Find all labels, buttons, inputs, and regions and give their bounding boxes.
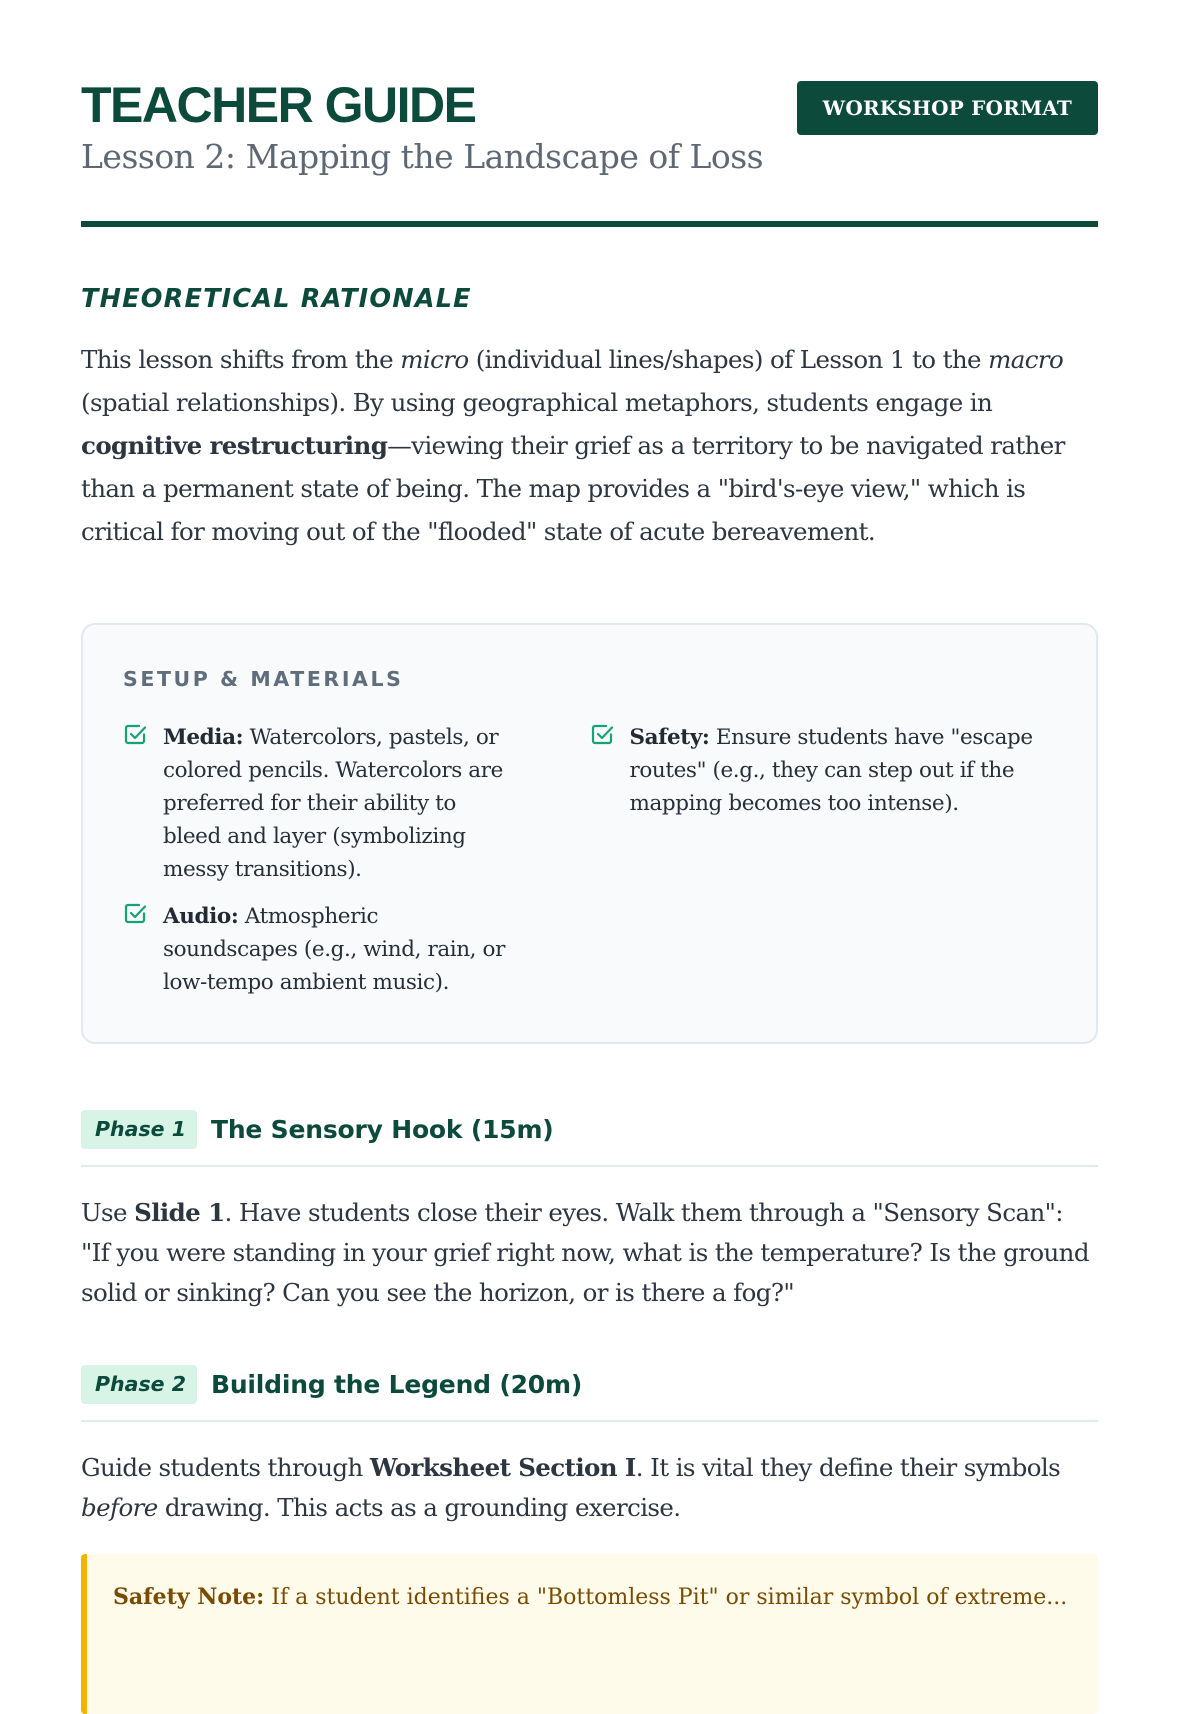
materials-item-desc: Watercolors, pastels, or colored pencils. Watercolors are preferred for their ability to bleed and layer (symbolizing messy transitions). bbox=[163, 725, 503, 883]
phase-1-section bbox=[81, 1110, 1098, 1313]
materials-item-audio bbox=[123, 900, 515, 999]
workshop-format-badge: WORKSHOP FORMAT bbox=[797, 81, 1098, 135]
rationale-text-3: (spatial relationships). By using geographical metaphors, students engage in bbox=[81, 388, 993, 418]
materials-item-label: Safety: bbox=[629, 725, 710, 751]
materials-column-left bbox=[123, 721, 590, 1013]
setup-materials-card bbox=[81, 623, 1098, 1044]
phase-2-strong: Worksheet Section I bbox=[369, 1452, 636, 1482]
phase-1-body bbox=[81, 1193, 1098, 1313]
phase-2-body bbox=[81, 1448, 1098, 1528]
checkbox-checked-icon bbox=[123, 902, 147, 926]
materials-item-text bbox=[630, 721, 1057, 820]
materials-item-label: Media: bbox=[163, 725, 244, 751]
materials-item-desc: Atmospheric soundscapes (e.g., wind, rain, or low-tempo ambient music). bbox=[163, 904, 505, 996]
rationale-strong: cognitive restructuring bbox=[81, 431, 388, 461]
rationale-text-4: —viewing their grief as a territory to be navigated rather than a permanent state of being. The map provides a "bird's-eye view," which is critical for moving out of the "flooded" state of acute bereavement. bbox=[81, 431, 1065, 547]
phase-2-header bbox=[81, 1365, 1098, 1422]
rationale-text-1: This lesson shifts from the bbox=[81, 345, 401, 375]
phase-1-pill: Phase 1 bbox=[81, 1110, 197, 1149]
rationale-paragraph bbox=[81, 338, 1098, 553]
rationale-macro: macro bbox=[988, 345, 1064, 375]
materials-item-desc: Ensure students have "escape routes" (e.g., they can step out if the mapping becomes too intense). bbox=[629, 725, 1033, 817]
phase-2-emphasis: before bbox=[81, 1492, 158, 1522]
phase-1-header bbox=[81, 1110, 1098, 1167]
lesson-subtitle: Lesson 2: Mapping the Landscape of Loss bbox=[81, 137, 764, 176]
phase-2-pill: Phase 2 bbox=[81, 1365, 197, 1404]
materials-column-right bbox=[590, 721, 1057, 1013]
safety-note-label: Safety Note: bbox=[113, 1583, 265, 1610]
phase-1-title: The Sensory Hook (15m) bbox=[210, 1115, 554, 1145]
materials-item-safety bbox=[590, 721, 1057, 820]
phase-2-text-1: Guide students through bbox=[81, 1452, 370, 1482]
phase-1-text-2: . Have students close their eyes. Walk them through a "Sensory Scan": "If you were standing in your grief right now, what is the temperature? Is the ground solid or sinking? Can you see the horizon, or is there a fog?" bbox=[81, 1197, 1089, 1307]
checkbox-checked-icon bbox=[123, 723, 147, 747]
document-title: TEACHER GUIDE bbox=[81, 77, 476, 133]
materials-item-media bbox=[123, 721, 515, 886]
materials-item-label: Audio: bbox=[163, 904, 239, 930]
rationale-heading: THEORETICAL RATIONALE bbox=[81, 283, 472, 314]
phase-2-title: Building the Legend (20m) bbox=[210, 1369, 583, 1399]
checkbox-checked-icon bbox=[590, 723, 614, 747]
phase-2-text-3: drawing. This acts as a grounding exercise. bbox=[157, 1492, 681, 1522]
phase-2-text-2: . It is vital they define their symbols bbox=[635, 1452, 1061, 1482]
phase-2-section bbox=[81, 1365, 1098, 1528]
rationale-text-2: (individual lines/shapes) of Lesson 1 to the bbox=[468, 345, 989, 375]
header-divider bbox=[81, 221, 1098, 227]
phase-1-strong: Slide 1 bbox=[134, 1197, 225, 1227]
phase-1-text-1: Use bbox=[81, 1197, 135, 1227]
safety-note-text: If a student identifies a "Bottomless Pit" or similar symbol of extreme... bbox=[264, 1584, 1068, 1610]
materials-item-text bbox=[163, 900, 515, 999]
guide-header bbox=[81, 0, 1098, 227]
safety-note-callout bbox=[81, 1554, 1098, 1714]
rationale-micro: micro bbox=[400, 345, 469, 375]
materials-item-text bbox=[163, 721, 515, 886]
materials-heading: SETUP & MATERIALS bbox=[123, 667, 404, 692]
materials-grid bbox=[123, 721, 1056, 1013]
